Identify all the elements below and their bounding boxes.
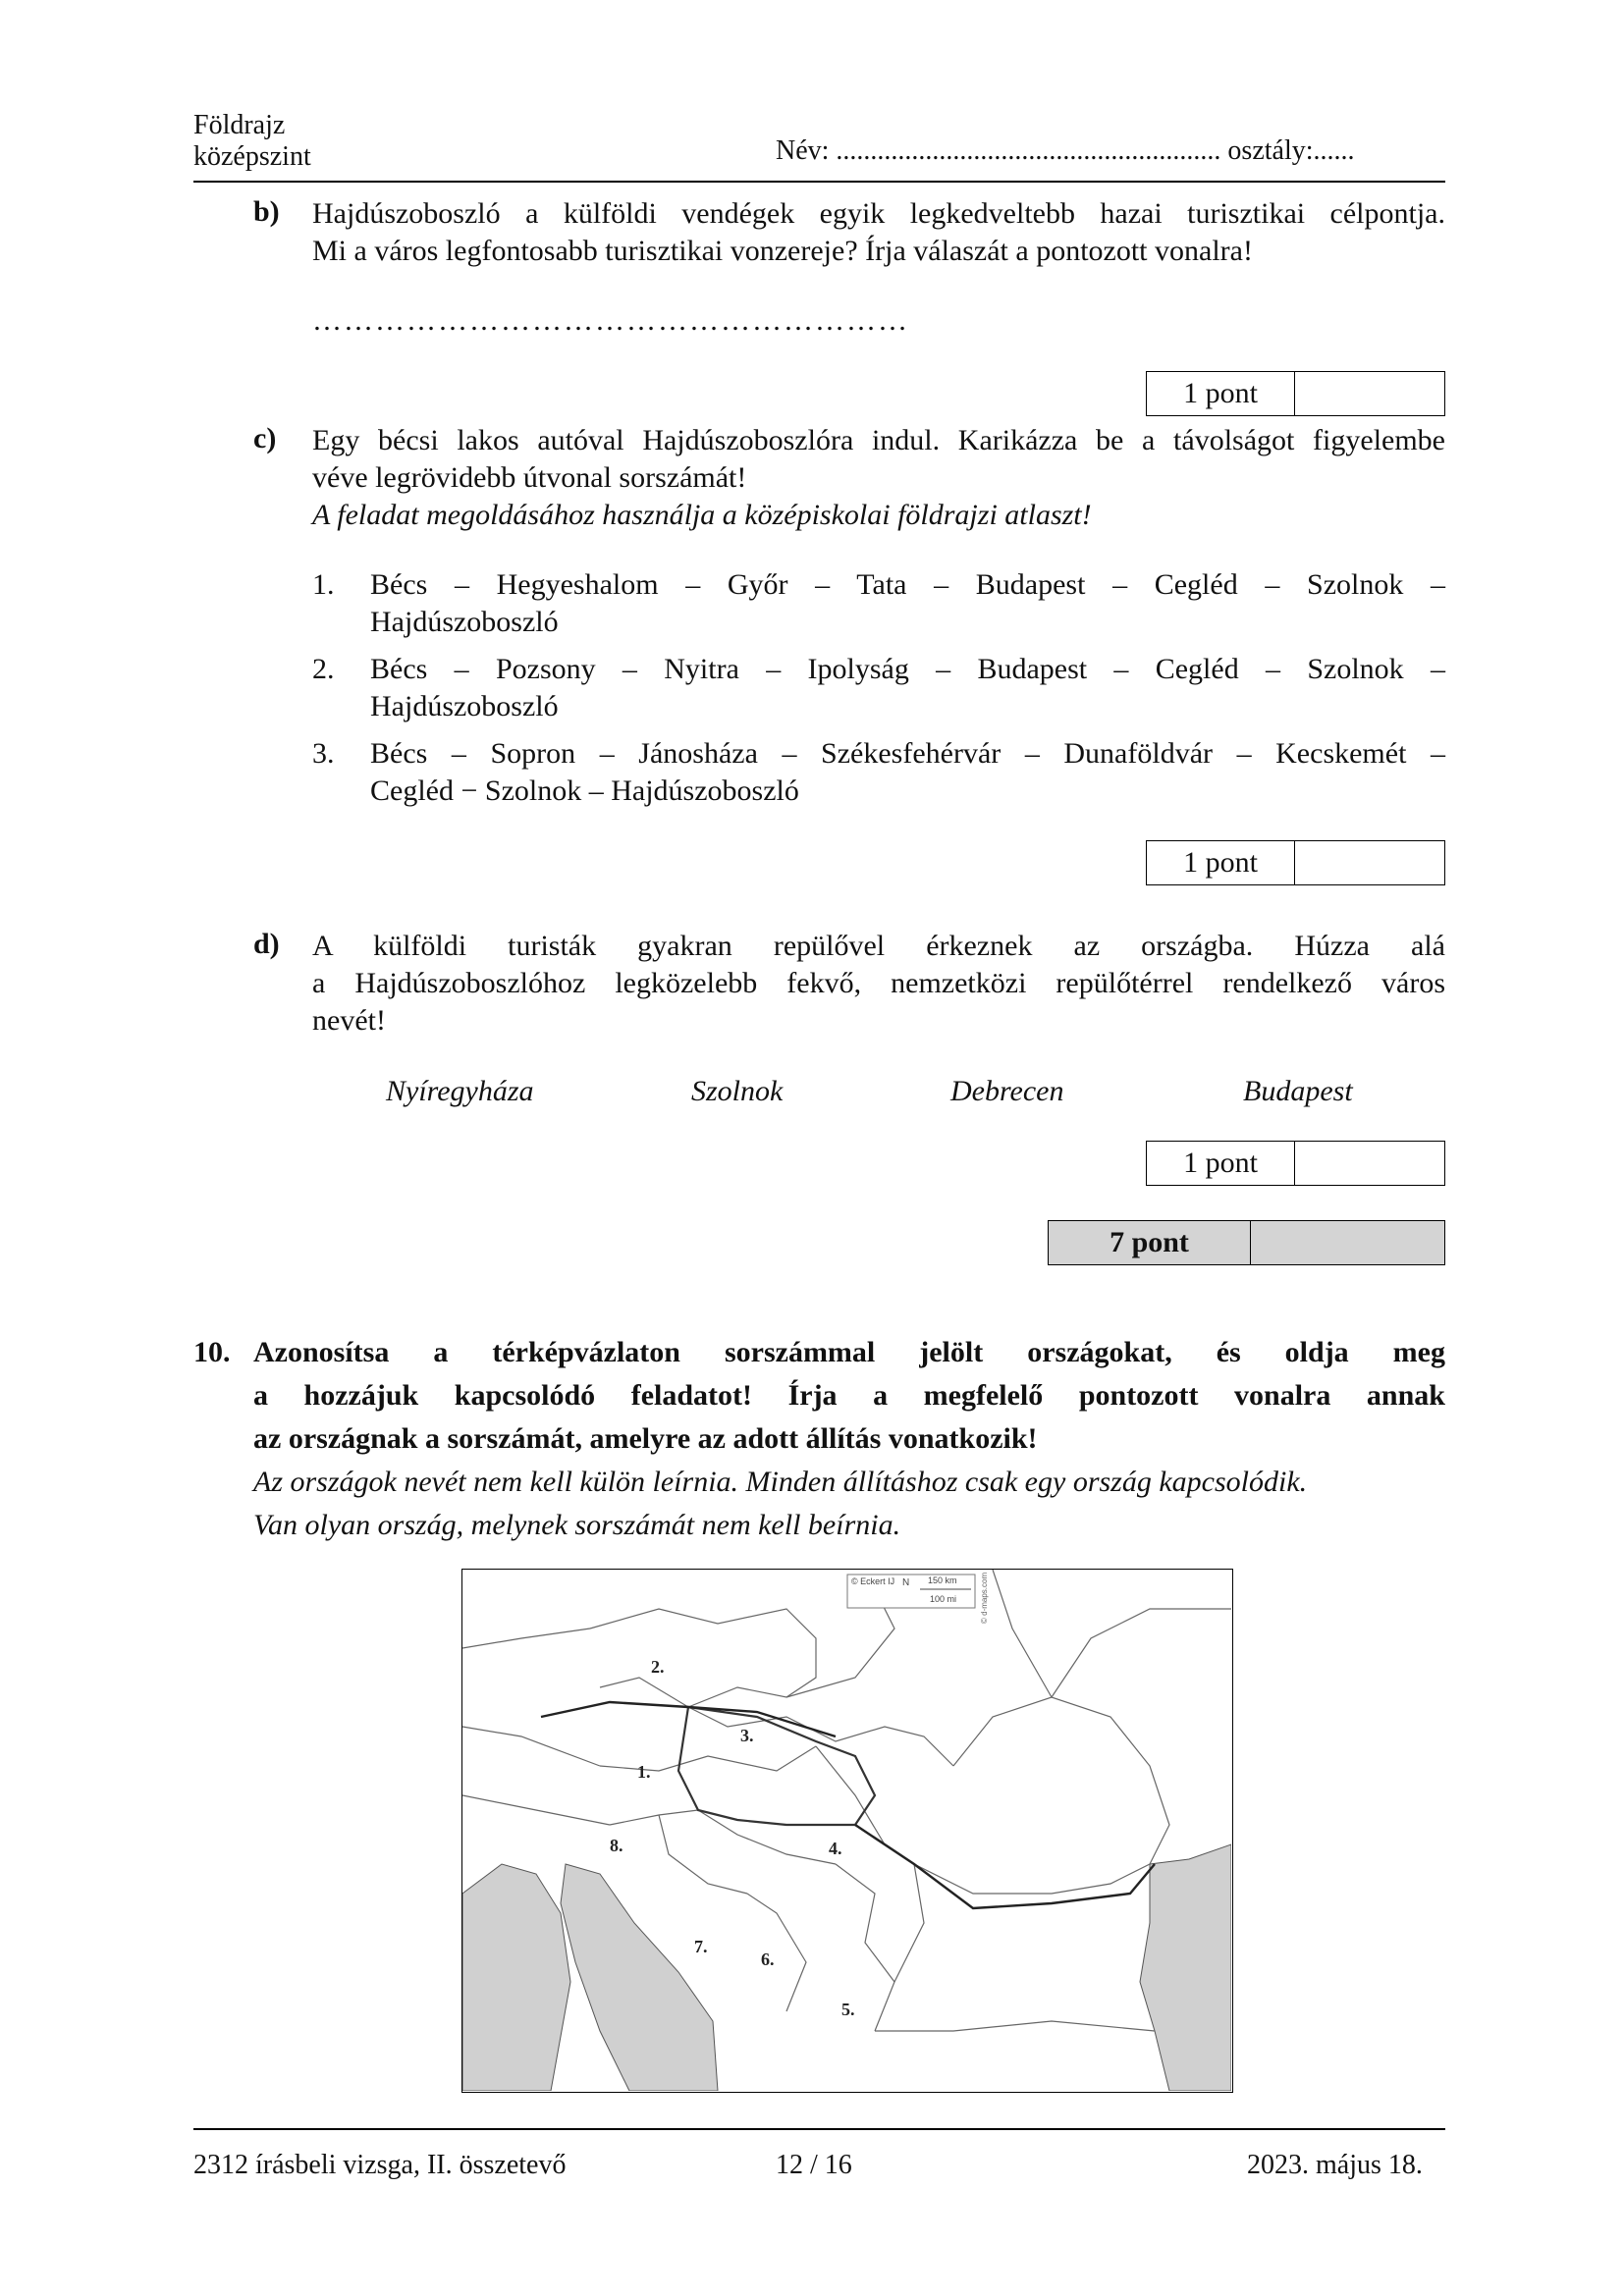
points-label: 1 pont [1147,841,1295,884]
points-score-field[interactable] [1295,1142,1444,1185]
points-label: 1 pont [1147,1142,1295,1185]
country-label-3: 3. [740,1726,754,1745]
question-10-italic-line1: Az országok nevét nem kell külön leírnia. Minden állításhoz csak egy ország kapcsolódik. [253,1466,1308,1498]
country-label-2: 2. [651,1657,665,1677]
country-label-7: 7. [694,1937,708,1956]
question-c-line2: véve legrövidebb útvonal sorszámát! [312,461,747,494]
scale-mi: 100 mi [930,1594,957,1604]
option-nyiregyhaza[interactable]: Nyíregyháza [386,1075,534,1107]
option-szolnok[interactable]: Szolnok [691,1075,784,1107]
sea-black [1140,1844,1231,2091]
question-d-line3: nevét! [312,1004,386,1037]
option-budapest[interactable]: Budapest [1243,1075,1353,1107]
route-1-line1: Bécs – Hegyeshalom – Győr – Tata – Budapest – Cegléd – Szolnok – [370,568,1445,601]
border-highlight [678,1707,875,1825]
route-3-line1: Bécs – Sopron – Jánosháza – Székesfehérvár – Dunaföldvár – Kecskemét – [370,737,1445,770]
route-3-line2: Cegléd − Szolnok – Hajdúszoboszló [370,774,799,807]
question-c-line1: Egy bécsi lakos autóval Hajdúszoboszlóra indul. Karikázza be a távolságot figyelembe [312,424,1445,456]
question-10-bold-line1: Azonosítsa a térképvázlaton sorszámmal jelölt országokat, és oldja meg [253,1336,1445,1368]
footer-date: 2023. május 18. [1247,2150,1423,2180]
points-label: 1 pont [1147,372,1295,415]
header-divider [193,181,1445,183]
map-watermark: © d-maps.com [980,1572,989,1624]
outline-map [461,1569,1233,2093]
country-label-6: 6. [761,1949,775,1969]
footer-page-number: 12 / 16 [776,2150,852,2180]
points-box-b [1146,371,1445,416]
danube-lower [855,1825,1155,1908]
question-10-bold-line2: a hozzájuk kapcsolódó feladatot! Írja a megfelelő pontozott vonalra annak [253,1379,1445,1412]
question-c-letter: c) [253,422,277,454]
question-d-line2: a Hajdúszoboszlóhoz legközelebb fekvő, nemzetközi repülőtérrel rendelkező város [312,967,1445,999]
points-score-field[interactable] [1295,372,1444,415]
route-1-line2: Hajdúszoboszló [370,606,559,638]
question-d-letter: d) [253,928,280,960]
footer-exam-code: 2312 írásbeli vizsga, II. összetevő [193,2150,567,2180]
sea-tyrrhenian [462,1864,570,2091]
question-b-letter: b) [253,195,280,228]
country-label-5: 5. [841,2000,855,2019]
question-b-line1: Hajdúszoboszló a külföldi vendégek egyik legkedveltebb hazai turisztikai célpontja. [312,197,1445,230]
header-subject [193,110,311,173]
country-label-4: 4. [829,1839,842,1858]
map-credit: © Eckert IJ [851,1576,895,1586]
question-10-bold-line3: az országnak a sorszámát, amelyre az adott állítás vonatkozik! [253,1422,1038,1455]
level: középszint [193,141,311,172]
map-svg [462,1570,1231,2091]
subject: Földrajz [193,110,286,140]
answer-line-b[interactable]: ………………………………………………… [312,304,909,337]
scale-km: 150 km [928,1575,957,1585]
route-3-number[interactable]: 3. [312,737,335,770]
sea-adriatic [561,1864,718,2091]
points-box-c [1146,840,1445,885]
question-10-italic-line2: Van olyan ország, melynek sorszámát nem kell beírnia. [253,1509,901,1541]
total-score-field[interactable] [1251,1221,1444,1264]
points-score-field[interactable] [1295,841,1444,884]
route-2-number[interactable]: 2. [312,653,335,685]
total-points-label: 7 pont [1049,1221,1251,1264]
country-label-1: 1. [637,1762,651,1782]
points-box-d [1146,1141,1445,1186]
route-2-line2: Hajdúszoboszló [370,690,559,722]
question-b-line2: Mi a város legfontosabb turisztikai vonzereje? Írja válaszát a pontozott vonalra! [312,235,1253,267]
question-10-number: 10. [193,1336,231,1368]
question-c-instruction: A feladat megoldásához használja a középiskolai földrajzi atlaszt! [312,499,1092,531]
route-2-line1: Bécs – Pozsony – Nyitra – Ipolyság – Budapest – Cegléd – Szolnok – [370,653,1445,685]
route-1-number[interactable]: 1. [312,568,335,601]
question-d-line1: A külföldi turisták gyakran repülővel érkeznek az országba. Húzza alá [312,930,1445,962]
name-field[interactable]: Név: ........................................................ osztály:...... [776,135,1355,166]
country-label-8: 8. [610,1836,623,1855]
footer-divider [193,2128,1445,2130]
total-points-box [1048,1220,1445,1265]
north-arrow: N [902,1577,910,1588]
option-debrecen[interactable]: Debrecen [950,1075,1064,1107]
